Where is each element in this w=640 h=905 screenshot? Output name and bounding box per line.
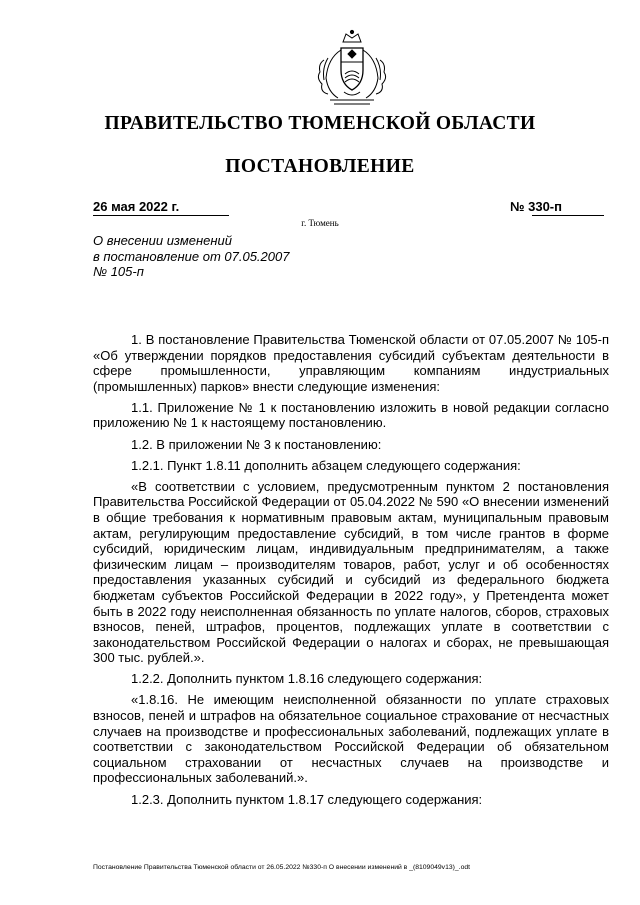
document-type: ПОСТАНОВЛЕНИЕ: [225, 156, 415, 177]
document-body: [93, 332, 609, 813]
subject-line: О внесении изменений: [93, 233, 232, 248]
paragraph: 1.2. В приложении № 3 к постановлению:: [131, 436, 382, 452]
paragraph: 1.2.2. Дополнить пунктом 1.8.16 следующего содержания:: [131, 671, 483, 687]
document-subject: [93, 233, 393, 280]
city-label: г. Тюмень: [301, 218, 339, 228]
document-number: № 330-п: [510, 199, 562, 214]
coat-of-arms-emblem: [310, 28, 394, 112]
government-title: ПРАВИТЕЛЬСТВО ТЮМЕНСКОЙ ОБЛАСТИ: [104, 113, 536, 134]
paragraph: 1.1. Приложение № 1 к постановлению изложить в новой редакции согласно приложению № 1 к настоящему постановлению.: [93, 399, 609, 431]
document-date: 26 мая 2022 г.: [93, 199, 180, 214]
paragraph: 1. В постановление Правительства Тюменской области от 07.05.2007 № 105-п «Об утверждении порядков предоставления субсидий субъектам деятельности в сфере промышленности, управляющим компаниям индустриальных (промышленных) парков» внести следующие изменения:: [93, 332, 609, 394]
paragraph: 1.2.1. Пункт 1.8.11 дополнить абзацем следующего содержания:: [131, 457, 521, 473]
paragraph: «В соответствии с условием, предусмотренным пунктом 2 постановления Правительства Российской Федерации от 05.04.2022 № 590 «О внесении изменений в общие требования к нормативным правовым актам, муниципальным правовым актам, регулирующим предоставление субсидий, в том числе грантов в форме субсидий, юридическим лицам, индивидуальным предпринимателям, а также физическим лицам – производителям товаров, работ, услуг и об особенностях предоставления указанных субсидий и субсидий из федерального бюджета бюджетам субъектов Российской Федерации в 2022 году», у Претендента может быть в 2022 году неисполненная обязанность по уплате налогов, сборов, страховых взносов, пеней, штрафов, процентов, подлежащих уплате в соответствии с законодательством Российской Федерации о налогах и сборах, не превышающая 300 тыс. рублей.».: [93, 478, 609, 666]
date-underline: [93, 215, 229, 216]
subject-line: в постановление от 07.05.2007: [93, 248, 290, 264]
page-footer: Постановление Правительства Тюменской области от 26.05.2022 №330-п О внесении изменений в _(8109049v13)_.odt: [93, 864, 471, 871]
subject-line: № 105-п: [93, 264, 144, 279]
paragraph: 1.2.3. Дополнить пунктом 1.8.17 следующего содержания:: [131, 791, 483, 807]
number-underline: [532, 215, 604, 216]
paragraph: «1.8.16. Не имеющим неисполненной обязанности по уплате страховых взносов, пеней и штрафов на обязательное социальное страхование от несчастных случаев на производстве и профессиональных заболеваний, подлежащих уплате в соответствии с законодательством Российской Федерации об обязательном социальном страховании от несчастных случаев на производстве и профессиональных заболеваний.».: [93, 692, 609, 786]
